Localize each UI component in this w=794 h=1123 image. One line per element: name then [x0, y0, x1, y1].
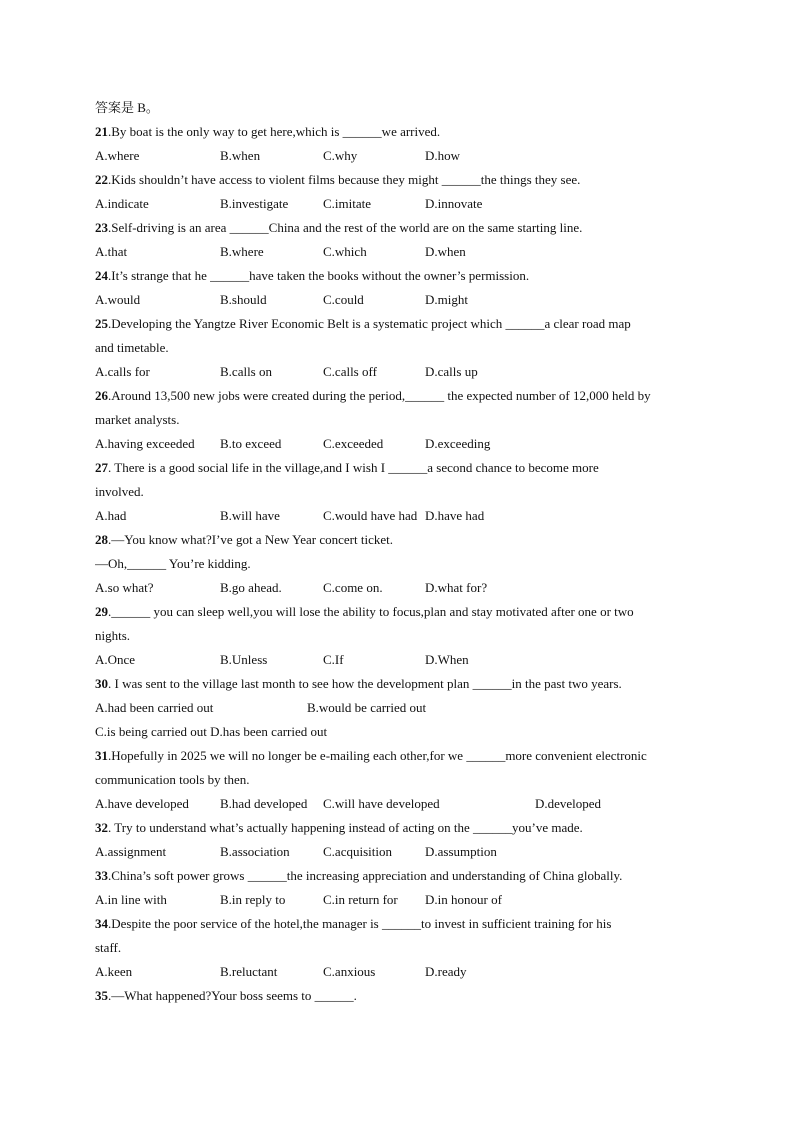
- options-row: [95, 960, 705, 984]
- question-text: .China’s soft power grows ______the increasing appreciation and understanding of China globally.: [108, 868, 623, 883]
- options-row: [95, 840, 705, 864]
- option-choice: D.might: [425, 292, 468, 307]
- question-stem-line: [95, 744, 705, 768]
- options-row: [95, 648, 705, 672]
- question-number: 27: [95, 460, 108, 475]
- option-choice: D.When: [425, 652, 469, 667]
- options-row: [95, 504, 705, 528]
- option-choice: B.will have: [220, 508, 280, 523]
- option-choice: C.come on.: [323, 580, 383, 595]
- question-stem-line: [95, 456, 705, 480]
- option-choice: A.assignment: [95, 844, 167, 859]
- option-choice: B.had developed: [220, 796, 308, 811]
- option-choice: A.that: [95, 244, 128, 259]
- question-stem-line: [95, 552, 705, 576]
- option-choice: D.ready: [425, 964, 467, 979]
- options-row: [95, 240, 705, 264]
- question-stem-line: [95, 912, 705, 936]
- option-choice: D.exceeding: [425, 436, 491, 451]
- question-text: .______ you can sleep well,you will lose the ability to focus,plan and stay motivated after one or two: [108, 604, 634, 619]
- option-choice: B.should: [220, 292, 267, 307]
- option-choice: B.reluctant: [220, 964, 278, 979]
- option-choice: B.in reply to: [220, 892, 286, 907]
- option-choice: C.anxious: [323, 964, 376, 979]
- option-choice: C.in return for: [323, 892, 398, 907]
- option-choice: C.imitate: [323, 196, 372, 211]
- option-choice: A.calls for: [95, 364, 150, 379]
- question-stem-line: [95, 312, 705, 336]
- option-choice: A.Once: [95, 652, 136, 667]
- option-choice: D.what for?: [425, 580, 488, 595]
- question-stem-line: [95, 600, 705, 624]
- question-stem-line: [95, 936, 705, 960]
- option-choice: A.in line with: [95, 892, 167, 907]
- option-choice: B.would be carried out: [307, 700, 427, 715]
- question-text: communication tools by then.: [95, 772, 250, 787]
- question-text: . I was sent to the village last month to see how the development plan ______in the past two years.: [108, 676, 622, 691]
- option-choice: A.where: [95, 148, 140, 163]
- question-stem-line: [95, 384, 705, 408]
- question-stem-line: [95, 480, 705, 504]
- option-choice: C.is being carried out D.has been carried out: [95, 724, 328, 739]
- option-choice: A.would: [95, 292, 141, 307]
- option-choice: C.calls off: [323, 364, 377, 379]
- question-list: [95, 96, 705, 1008]
- question-number: 32: [95, 820, 108, 835]
- question-stem-line: [95, 816, 705, 840]
- options-row: [95, 576, 705, 600]
- question-text: .Developing the Yangtze River Economic Belt is a systematic project which ______a clear road map: [108, 316, 631, 331]
- question-number: 22: [95, 172, 108, 187]
- option-choice: D.when: [425, 244, 466, 259]
- question-stem-line: [95, 864, 705, 888]
- question-stem-line: [95, 216, 705, 240]
- question-text: .By boat is the only way to get here,which is ______we arrived.: [108, 124, 441, 139]
- question-stem-line: [95, 624, 705, 648]
- option-choice: B.when: [220, 148, 261, 163]
- question-text: .—What happened?Your boss seems to ______.: [108, 988, 357, 1003]
- options-row: [95, 888, 705, 912]
- question-text: . There is a good social life in the village,and I wish I ______a second chance to become more: [108, 460, 599, 475]
- question-number: 26: [95, 388, 108, 403]
- question-number: 29: [95, 604, 108, 619]
- options-row: [95, 288, 705, 312]
- question-stem-line: [95, 408, 705, 432]
- option-choice: A.had been carried out: [95, 700, 214, 715]
- question-number: 21: [95, 124, 108, 139]
- option-choice: A.having exceeded: [95, 436, 195, 451]
- options-row: [95, 360, 705, 384]
- question-text: .Around 13,500 new jobs were created during the period,______ the expected number of 12,000 held by: [108, 388, 651, 403]
- question-number: 34: [95, 916, 108, 931]
- answer-line: 答案是 B。: [95, 100, 159, 115]
- option-choice: C.which: [323, 244, 367, 259]
- question-stem-line: [95, 528, 705, 552]
- question-stem-line: [95, 120, 705, 144]
- option-choice: A.keen: [95, 964, 133, 979]
- option-choice: A.indicate: [95, 196, 149, 211]
- option-choice: B.calls on: [220, 364, 272, 379]
- options-row: [95, 696, 705, 720]
- option-choice: D.assumption: [425, 844, 497, 859]
- options-row: [95, 792, 705, 816]
- question-number: 23: [95, 220, 108, 235]
- question-text: —Oh,______ You’re kidding.: [95, 556, 251, 571]
- options-row: [95, 192, 705, 216]
- question-number: 24: [95, 268, 108, 283]
- option-choice: A.so what?: [95, 580, 154, 595]
- question-stem-line: [95, 168, 705, 192]
- options-row: [95, 432, 705, 456]
- question-number: 35: [95, 988, 108, 1003]
- option-choice: B.investigate: [220, 196, 289, 211]
- question-stem-line: [95, 336, 705, 360]
- question-text: and timetable.: [95, 340, 169, 355]
- question-number: 25: [95, 316, 108, 331]
- option-choice: C.why: [323, 148, 358, 163]
- option-choice: A.had: [95, 508, 127, 523]
- option-choice: C.will have developed: [323, 796, 440, 811]
- question-text: involved.: [95, 484, 144, 499]
- question-text: .Self-driving is an area ______China and the rest of the world are on the same starting line.: [108, 220, 583, 235]
- option-choice: D.in honour of: [425, 892, 502, 907]
- question-stem-line: [95, 672, 705, 696]
- option-choice: C.would have had: [323, 508, 418, 523]
- question-number: 28: [95, 532, 108, 547]
- option-choice: B.to exceed: [220, 436, 282, 451]
- option-choice: D.have had: [425, 508, 485, 523]
- question-text: . Try to understand what’s actually happening instead of acting on the ______you’ve made.: [108, 820, 583, 835]
- option-choice: B.where: [220, 244, 264, 259]
- options-row: [95, 144, 705, 168]
- question-stem-line: [95, 264, 705, 288]
- question-stem-line: [95, 768, 705, 792]
- question-text: nights.: [95, 628, 131, 643]
- option-choice: C.acquisition: [323, 844, 392, 859]
- question-number: 31: [95, 748, 108, 763]
- question-number: 30: [95, 676, 108, 691]
- question-stem-line: [95, 984, 705, 1008]
- option-choice: C.exceeded: [323, 436, 384, 451]
- option-choice: D.calls up: [425, 364, 478, 379]
- question-text: .Despite the poor service of the hotel,the manager is ______to invest in sufficient training for his: [108, 916, 612, 931]
- question-text: .Kids shouldn’t have access to violent films because they might ______the things they see.: [108, 172, 581, 187]
- option-choice: B.Unless: [220, 652, 268, 667]
- option-choice: D.developed: [535, 796, 602, 811]
- options-row: [95, 720, 705, 744]
- question-text: .Hopefully in 2025 we will no longer be e-mailing each other,for we ______more convenient electronic: [108, 748, 647, 763]
- option-choice: C.could: [323, 292, 364, 307]
- option-choice: C.If: [323, 652, 344, 667]
- option-choice: B.association: [220, 844, 290, 859]
- question-text: staff.: [95, 940, 122, 955]
- question-text: .—You know what?I’ve got a New Year concert ticket.: [108, 532, 393, 547]
- option-choice: A.have developed: [95, 796, 189, 811]
- question-number: 33: [95, 868, 108, 883]
- option-choice: B.go ahead.: [220, 580, 282, 595]
- question-text: market analysts.: [95, 412, 180, 427]
- option-choice: D.innovate: [425, 196, 483, 211]
- question-text: .It’s strange that he ______have taken the books without the owner’s permission.: [108, 268, 530, 283]
- option-choice: D.how: [425, 148, 461, 163]
